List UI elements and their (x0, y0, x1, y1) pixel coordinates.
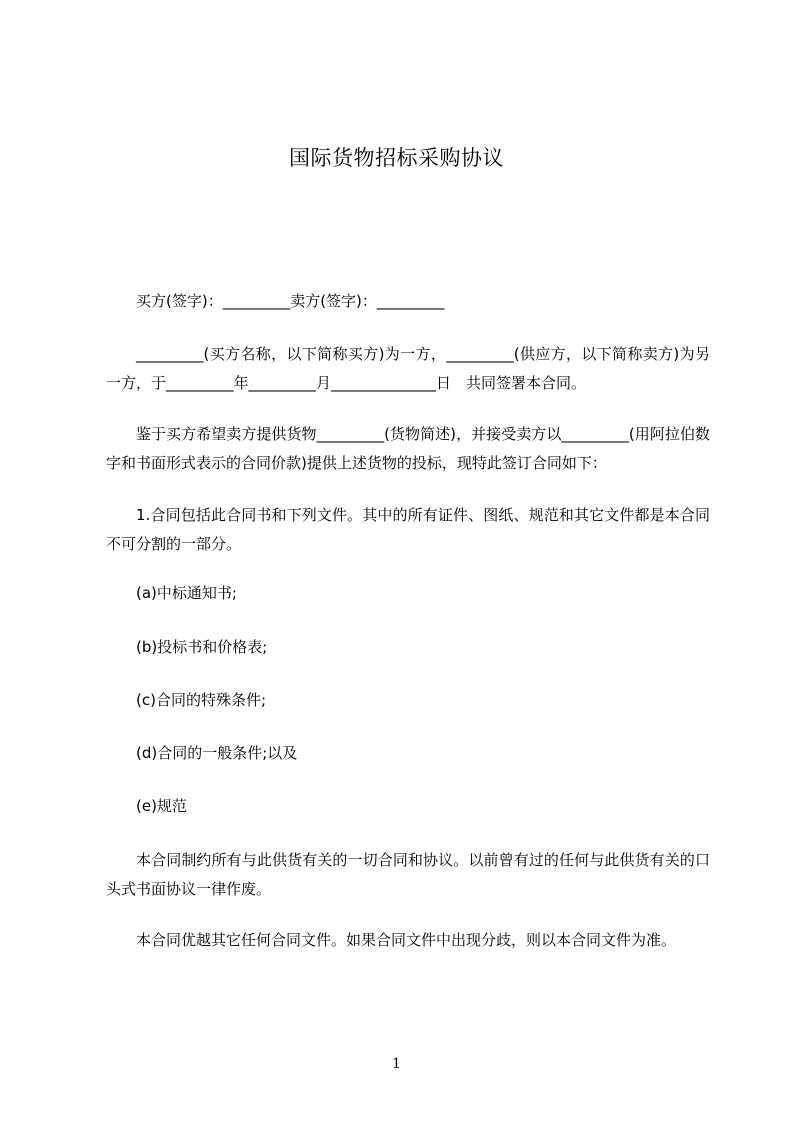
list-item-e: (e)规范 (136, 797, 187, 815)
list-item-d: (d)合同的一般条件;以及 (136, 744, 298, 762)
whereas-paragraph: 鉴于买方希望卖方提供货物_________(货物简述)，并接受卖方以_________(用阿拉伯数字和书面形式表示的合同价款)提供上述货物的投标，现特此签订合同如下： (106, 425, 710, 472)
list-item-a: (a)中标通知书; (136, 584, 237, 602)
intro-paragraph: _________(买方名称，以下简称买方)为一方，_________(供应方，以下简称卖方)为另一方，于_________年_________月______________日 共同签署本合同。 (106, 345, 710, 392)
document-title: 国际货物招标采购协议 (289, 146, 504, 170)
clause-1-paragraph: 1.合同包括此合同书和下列文件。其中的所有证件、图纸、规范和其它文件都是本合同不可分割的一部分。 (106, 506, 710, 553)
page-number: 1 (392, 1056, 401, 1072)
list-item-c: (c)合同的特殊条件; (136, 691, 267, 709)
list-item-b: (b)投标书和价格表; (136, 638, 268, 656)
supersede-paragraph: 本合同制约所有与此供货有关的一切合同和协议。以前曾有过的任何与此供货有关的口头式书面协议一律作废。 (106, 851, 710, 898)
precedence-paragraph: 本合同优越其它任何合同文件。如果合同文件中出现分歧，则以本合同文件为准。 (136, 931, 677, 949)
signature-line: 买方(签字)：_________卖方(签字)：_________ (136, 292, 445, 310)
